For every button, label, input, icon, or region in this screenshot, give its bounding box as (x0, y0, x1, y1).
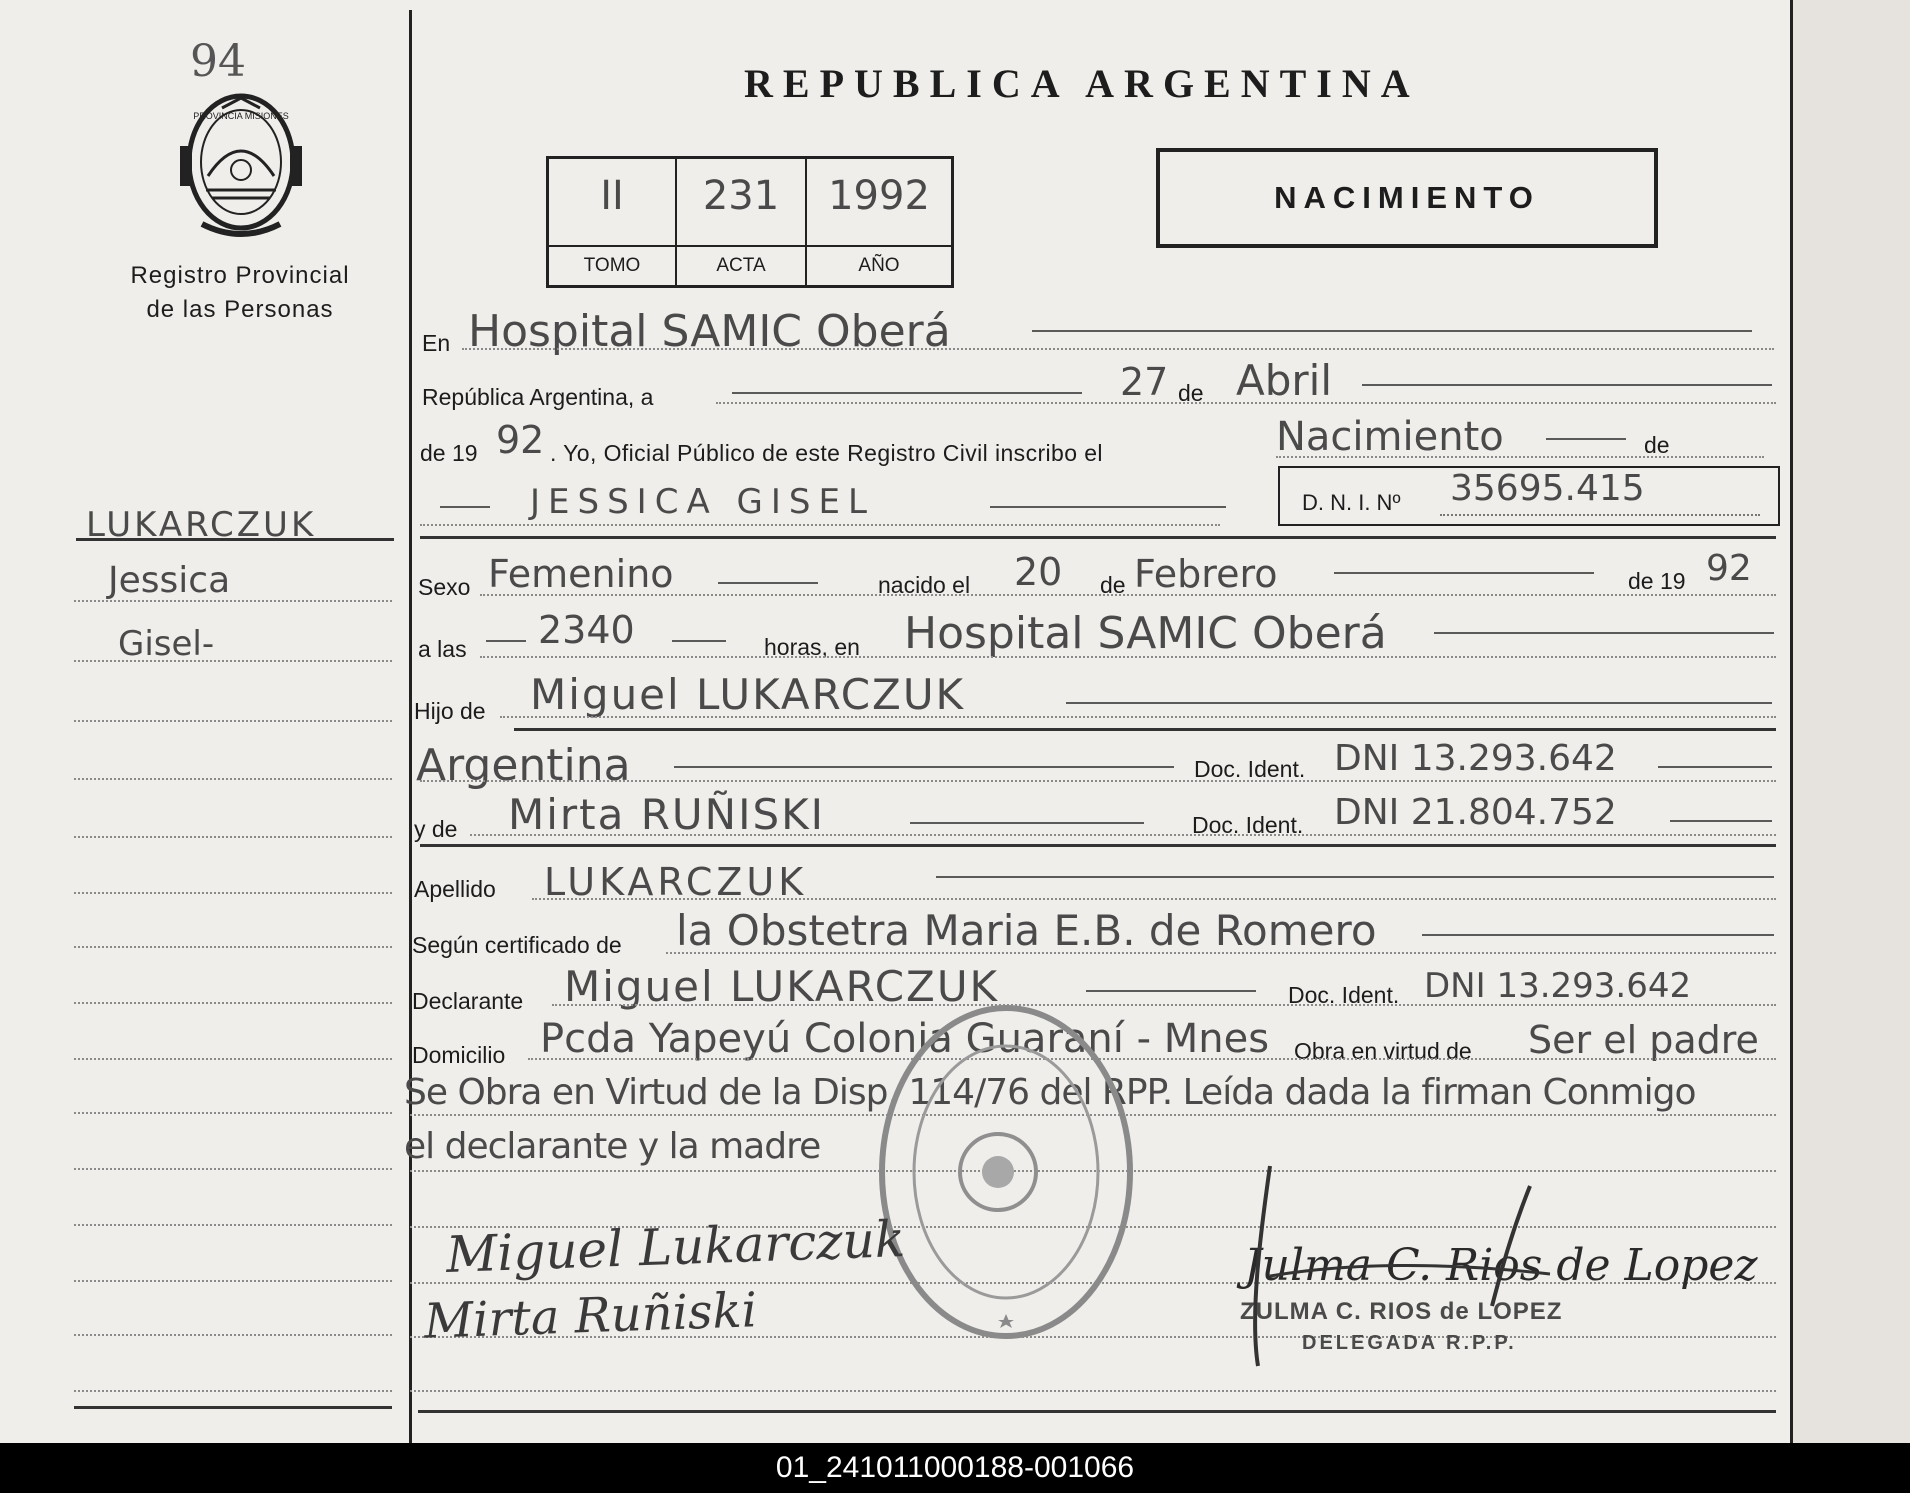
signature-mother: Mirta Ruñiski (423, 1282, 758, 1350)
footer-bar (0, 1443, 1910, 1493)
dni-box (1278, 466, 1780, 526)
form-line (420, 780, 1776, 782)
fill-line (1422, 934, 1774, 936)
margin-line (74, 1224, 392, 1226)
cell-separator (677, 245, 805, 247)
segun-label: Según certificado de (412, 932, 622, 958)
mother-name: Mirta RUÑISKI (508, 790, 826, 839)
fill-line (1658, 766, 1772, 768)
fill-line (1670, 820, 1772, 822)
section-rule (514, 728, 1776, 731)
hijo-label: Hijo de (414, 698, 486, 724)
en-label: En (422, 330, 451, 356)
notes-line1: Se Obra en Virtud de la Disp. 114/76 del RPP. Leída dada la firman Conmigo (404, 1072, 1696, 1113)
birth-month: Febrero (1134, 552, 1278, 596)
declarante-value: Miguel LUKARCZUK (564, 962, 1000, 1011)
fill-line (910, 822, 1144, 824)
fill-line (1546, 438, 1626, 440)
birth-de-label: de (1100, 572, 1126, 598)
sexo-value: Femenino (488, 552, 674, 596)
margin-given1: Jessica (108, 560, 231, 601)
fill-line (1362, 384, 1772, 386)
fill-line (1086, 990, 1256, 992)
father-nationality: Argentina (416, 740, 631, 791)
file-id: 01_241011000188-001066 (775, 1451, 1135, 1484)
margin-line (74, 720, 392, 722)
fill-line (990, 506, 1226, 508)
form-line (480, 594, 1776, 596)
ano-label: AÑO (858, 255, 900, 276)
names-value: JESSICA GISEL (530, 482, 875, 522)
month-value: Abril (1236, 356, 1332, 405)
segun-value: la Obstetra Maria E.B. de Romero (676, 906, 1377, 955)
margin-line (74, 778, 392, 780)
official-signature: Julma C. Rios de Lopez (1244, 1240, 1758, 1291)
tomo-label: TOMO (583, 255, 641, 276)
record-number-box (546, 156, 954, 288)
right-border (1790, 0, 1793, 1444)
nacido-label: nacido el (878, 572, 971, 598)
form-line (666, 952, 1776, 954)
father-doc-label: Doc. Ident. (1194, 756, 1306, 782)
tomo-cell (549, 159, 677, 285)
page-number: 94 (190, 36, 246, 87)
birth-place: Hospital SAMIC Oberá (904, 608, 1387, 659)
page-edge (1792, 0, 1910, 1444)
fill-line (732, 392, 1082, 394)
fill-line (440, 506, 490, 508)
bottom-rule (418, 1410, 1776, 1413)
acto-value: Nacimiento (1276, 414, 1504, 460)
margin-surname-underline (76, 538, 394, 541)
margin-surname: LUKARCZUK (86, 505, 317, 545)
form-line (480, 656, 1776, 658)
fill-line (486, 640, 526, 642)
hour-value: 2340 (538, 608, 635, 652)
sexo-label: Sexo (418, 574, 471, 600)
horas-label: horas, en (764, 634, 860, 660)
fill-line (936, 876, 1774, 878)
form-line (532, 898, 1776, 900)
domicilio-label: Domicilio (412, 1042, 506, 1068)
section-rule (420, 536, 1776, 539)
fill-line (1066, 702, 1772, 704)
mother-doc-label: Doc. Ident. (1192, 812, 1304, 838)
margin-line (74, 1112, 392, 1114)
form-line (500, 716, 1776, 718)
cell-separator (807, 245, 951, 247)
declarante-doc: DNI 13.293.642 (1424, 966, 1692, 1006)
a-las-label: a las (418, 636, 467, 662)
margin-line (74, 1168, 392, 1170)
form-line (420, 524, 1220, 526)
oficial-text: . Yo, Oficial Público de este Registro Civil inscribo el (550, 440, 1103, 466)
section-rule (420, 844, 1776, 847)
y-de-label: y de (414, 816, 458, 842)
fill-line (718, 582, 818, 584)
margin-line (74, 1280, 392, 1282)
acta-label: ACTA (716, 255, 766, 276)
fill-line (1434, 632, 1774, 634)
year-prefix: de 19 (420, 440, 478, 466)
margin-line (74, 836, 392, 838)
ano-value: 1992 (828, 173, 930, 219)
margin-given2: Gisel- (118, 624, 215, 664)
form-line (1440, 514, 1760, 516)
margin-line (74, 892, 392, 894)
official-stamp-icon (870, 996, 1142, 1348)
form-line (552, 1004, 1776, 1006)
acto-de-label: de (1644, 432, 1670, 458)
day-value: 27 (1120, 360, 1169, 404)
acta-value: 231 (702, 173, 780, 219)
form-line (470, 834, 1776, 836)
apellido-value: LUKARCZUK (544, 860, 808, 904)
apellido-label: Apellido (414, 876, 496, 902)
form-line (410, 1390, 1776, 1392)
registry-name-line1: Registro Provincial (130, 262, 350, 289)
domicilio-value: Pcda Yapeyú Colonia Guaraní - Mnes (540, 1016, 1270, 1062)
birth-day: 20 (1014, 550, 1063, 594)
margin-line (74, 1390, 392, 1392)
fill-line (674, 766, 1174, 768)
mother-doc: DNI 21.804.752 (1334, 792, 1617, 833)
year-suffix: 92 (496, 418, 545, 462)
margin-line (74, 1334, 392, 1336)
notes-line2: el declarante y la madre (404, 1126, 821, 1167)
fill-line (1334, 572, 1594, 574)
form-line (528, 1058, 1776, 1060)
document-type-label: NACIMIENTO (1274, 180, 1540, 215)
father-name: Miguel LUKARCZUK (530, 670, 966, 719)
seal-text: PROVINCIA MISIONES (193, 111, 289, 121)
registry-name-line2: de las Personas (146, 296, 334, 323)
dni-value: 35695.415 (1450, 468, 1645, 509)
form-line (462, 348, 1774, 350)
cell-separator (549, 245, 675, 247)
republica-label: República Argentina, a (422, 384, 654, 410)
document-type-box (1156, 148, 1658, 248)
day-de-label: de (1178, 380, 1204, 406)
margin-line (74, 1058, 392, 1060)
margin-bottom-line (74, 1406, 392, 1409)
margin-line (74, 946, 392, 948)
dni-label: D. N. I. Nº (1302, 490, 1401, 515)
margin-line (74, 1002, 392, 1004)
ano-cell (807, 159, 951, 285)
official-stamp-title: DELEGADA R.P.P. (1302, 1332, 1517, 1354)
declarante-doc-label: Doc. Ident. (1288, 982, 1400, 1008)
birth-year-prefix: de 19 (1628, 568, 1686, 594)
declarante-label: Declarante (412, 988, 524, 1014)
fill-line (672, 640, 726, 642)
provincial-seal-icon (172, 86, 310, 238)
en-value: Hospital SAMIC Oberá (468, 306, 951, 357)
margin-line (74, 660, 392, 662)
acta-cell (677, 159, 807, 285)
country-title: REPUBLICA ARGENTINA (744, 61, 1420, 106)
column-divider (409, 10, 412, 1444)
obra-label: Obra en virtud de (1294, 1038, 1472, 1064)
obra-value: Ser el padre (1528, 1018, 1759, 1062)
official-stamp-name: ZULMA C. RIOS de LOPEZ (1240, 1298, 1563, 1325)
form-line (1276, 456, 1764, 458)
fill-line (1032, 330, 1752, 332)
tomo-value: II (600, 173, 624, 219)
margin-line (74, 600, 392, 602)
birth-year-suffix: 92 (1706, 548, 1752, 589)
signature-father: Miguel Lukarczuk (445, 1210, 907, 1284)
father-doc: DNI 13.293.642 (1334, 738, 1617, 779)
